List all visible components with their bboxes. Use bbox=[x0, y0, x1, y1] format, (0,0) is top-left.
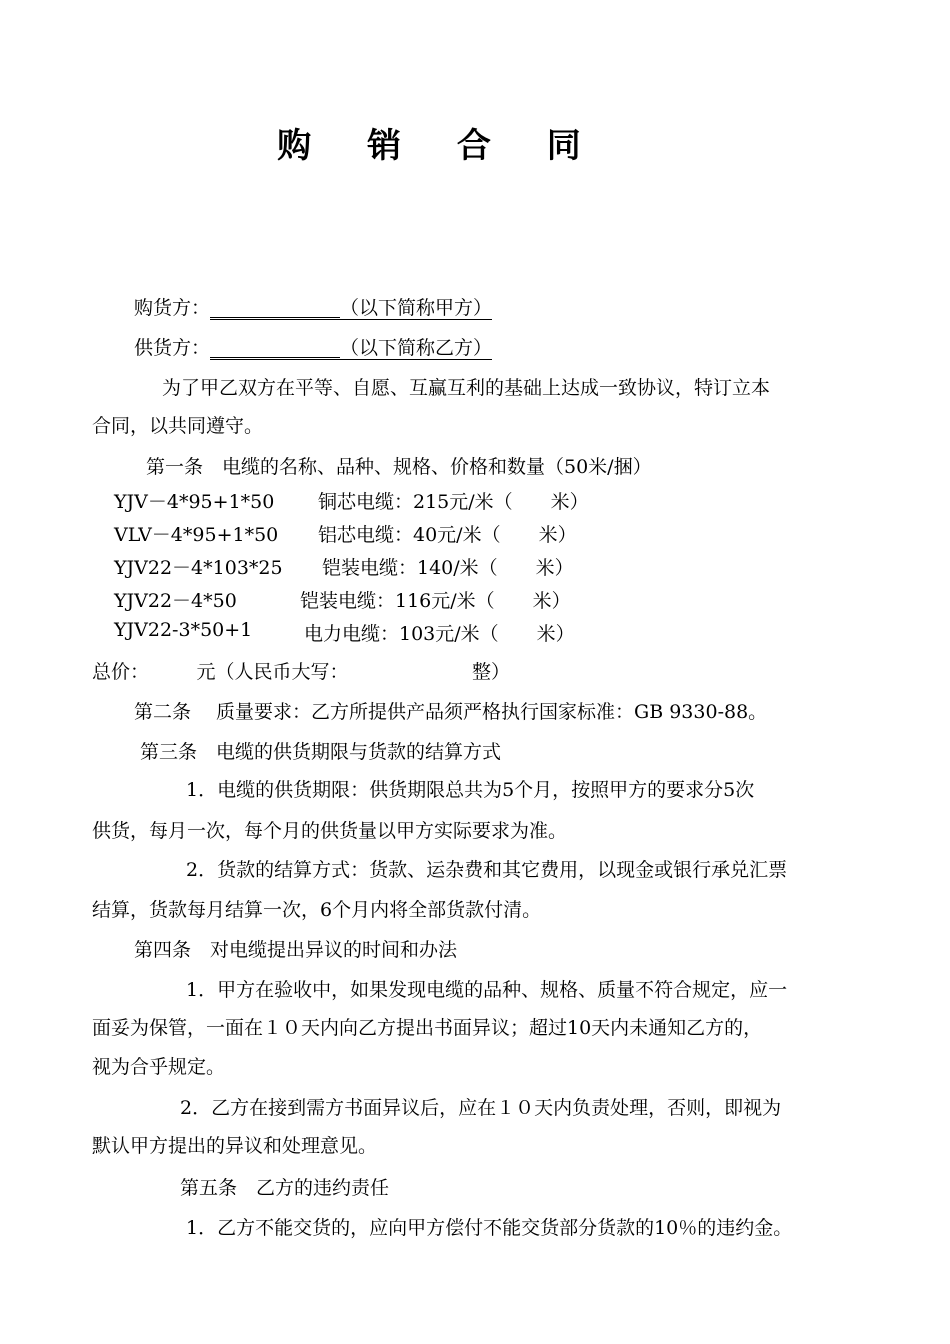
buyer-line bbox=[134, 296, 492, 320]
item-model: YJV22－4*103*25 bbox=[114, 557, 283, 579]
article-4-clause-2-line-2: 默认甲方提出的异议和处理意见。 bbox=[92, 1135, 378, 1157]
intro-line-1: 为了甲乙双方在平等、自愿、互赢互利的基础上达成一致协议，特订立本 bbox=[162, 377, 771, 399]
article-1-title: 第一条 电缆的名称、品种、规格、价格和数量（50米/捆） bbox=[146, 456, 652, 478]
article-4-title: 第四条 对电缆提出异议的时间和办法 bbox=[134, 939, 458, 961]
seller-label: 供货方： bbox=[134, 337, 211, 359]
buyer-label: 购货方： bbox=[134, 297, 211, 319]
intro-line-2: 合同，以共同遵守。 bbox=[92, 415, 264, 437]
total-price-line: 总价： 元（人民币大写： 整） bbox=[92, 661, 511, 683]
item-model: YJV22-3*50+1 bbox=[114, 619, 253, 641]
seller-suffix: （以下简称乙方） bbox=[340, 337, 493, 359]
article-3-clause-2-line-1: 2．货款的结算方式：货款、运杂费和其它费用，以现金或银行承兑汇票 bbox=[186, 859, 788, 881]
buyer-blank bbox=[210, 299, 340, 318]
item-desc: 铜芯电缆：215元/米（ 米） bbox=[318, 491, 589, 513]
article-3-clause-2-line-2: 结算，货款每月结算一次，6个月内将全部货款付清。 bbox=[92, 899, 542, 921]
article-5-title: 第五条 乙方的违约责任 bbox=[180, 1177, 390, 1199]
article-3-clause-1-line-1: 1．电缆的供货期限：供货期限总共为5个月，按照甲方的要求分5次 bbox=[186, 779, 755, 801]
article-4-clause-1-line-2: 面妥为保管，一面在１０天内向乙方提出书面异议；超过10天内未通知乙方的， bbox=[92, 1017, 763, 1039]
article-4-clause-1-line-1: 1．甲方在验收中，如果发现电缆的品种、规格、质量不符合规定，应一 bbox=[186, 979, 788, 1001]
article-3-clause-1-line-2: 供货，每月一次，每个月的供货量以甲方实际要求为准。 bbox=[92, 820, 568, 842]
seller-blank bbox=[210, 339, 340, 358]
article-2: 第二条 质量要求：乙方所提供产品须严格执行国家标准：GB 9330-88。 bbox=[134, 701, 768, 723]
article-5-clause-1: 1．乙方不能交货的，应向甲方偿付不能交货部分货款的10％的违约金。 bbox=[186, 1217, 793, 1239]
item-desc: 铠装电缆：116元/米（ 米） bbox=[300, 590, 571, 612]
item-model: YJV－4*95+1*50 bbox=[114, 491, 275, 513]
article-4-clause-2-line-1: 2．乙方在接到需方书面异议后，应在１０天内负责处理，否则，即视为 bbox=[180, 1097, 782, 1119]
seller-line bbox=[134, 336, 492, 360]
item-model: VLV－4*95+1*50 bbox=[114, 524, 279, 546]
item-desc: 铝芯电缆：40元/米（ 米） bbox=[318, 524, 577, 546]
item-model: YJV22－4*50 bbox=[114, 590, 237, 612]
article-4-clause-1-line-3: 视为合乎规定。 bbox=[92, 1056, 226, 1078]
item-desc: 铠装电缆：140/米（ 米） bbox=[322, 557, 574, 579]
document-title: 购 销 合 同 bbox=[277, 126, 603, 166]
item-desc: 电力电缆：103元/米（ 米） bbox=[304, 623, 575, 645]
buyer-suffix: （以下简称甲方） bbox=[340, 297, 493, 319]
article-3-title: 第三条 电缆的供货期限与货款的结算方式 bbox=[140, 741, 502, 763]
